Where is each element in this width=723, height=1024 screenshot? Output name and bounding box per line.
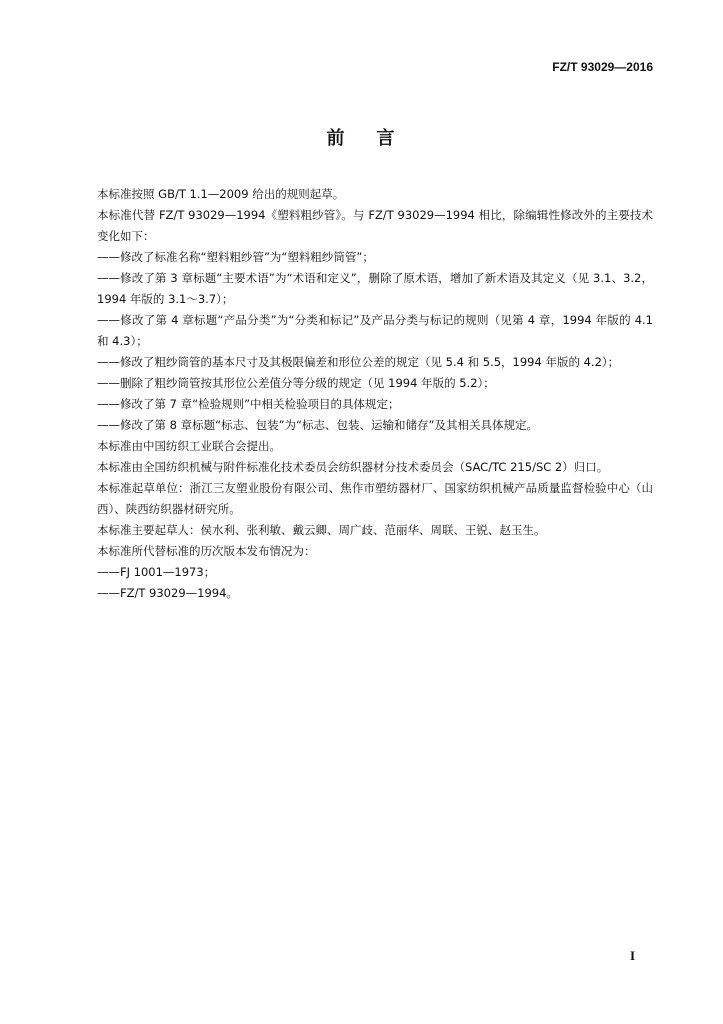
paragraph-drafting-rules: 本标准按照 GB/T 1.1—2009 给出的规则起草。 xyxy=(97,187,345,201)
page-title xyxy=(0,124,723,150)
paragraph-drafters: 本标准主要起草人：侯水利、张利敏、戴云卿、周广歧、范丽华、周联、王锐、赵玉生。 xyxy=(97,523,546,537)
paragraph-replaces: 本标准代替 FZ/T 93029—1994《塑料粗纱管》。与 FZ/T 93029—1994 相比，除编辑性修改外的主要技术变化如下： xyxy=(97,208,653,243)
change-item: ——修改了第 3 章标题“主要术语”为“术语和定义”，删除了原术语，增加了新术语及其定义（见 3.1、3.2，1994 年版的 3.1～3.7）； xyxy=(97,271,653,306)
change-item: ——修改了标准名称“塑料粗纱管”为“塑料粗纱筒管”； xyxy=(97,250,374,264)
paragraph-history: 本标准所代替标准的历次版本发布情况为： xyxy=(97,544,316,558)
history-item: ——FZ/T 93029—1994。 xyxy=(97,586,238,600)
paragraph-proposed-by: 本标准由中国纺织工业联合会提出。 xyxy=(97,439,281,453)
title-char-2: 言 xyxy=(376,128,397,149)
change-item: ——修改了第 8 章标题“标志、包装”为“标志、包装、运输和储存”及其相关具体规定。 xyxy=(97,418,538,432)
change-item: ——删除了粗纱筒管按其形位公差值分等分级的规定（见 1994 年版的 5.2）； xyxy=(97,376,495,390)
foreword-body xyxy=(97,184,653,604)
paragraph-drafting-units: 本标准起草单位：浙江三友塑业股份有限公司、焦作市塑纺器材厂、国家纺织机械产品质量监督检验中心（山西）、陕西纺织器材研究所。 xyxy=(97,481,653,516)
standard-code: FZ/T 93029—2016 xyxy=(552,60,653,74)
paragraph-under-jurisdiction: 本标准由全国纺织机械与附件标准化技术委员会纺织器材分技术委员会（SAC/TC 215/SC 2）归口。 xyxy=(97,460,609,474)
change-item: ——修改了第 7 章“检验规则”中相关检验项目的具体规定； xyxy=(97,397,400,411)
title-char-1: 前 xyxy=(326,128,347,149)
page-number: I xyxy=(629,948,635,963)
change-item: ——修改了粗纱筒管的基本尺寸及其极限偏差和形位公差的规定（见 5.4 和 5.5，1994 年版的 4.2）； xyxy=(97,355,620,369)
change-item: ——修改了第 4 章标题“产品分类”为“分类和标记”及产品分类与标记的规则（见第 4 章，1994 年版的 4.1 和 4.3）； xyxy=(97,313,653,348)
history-item: ——FJ 1001—1973； xyxy=(97,565,216,579)
